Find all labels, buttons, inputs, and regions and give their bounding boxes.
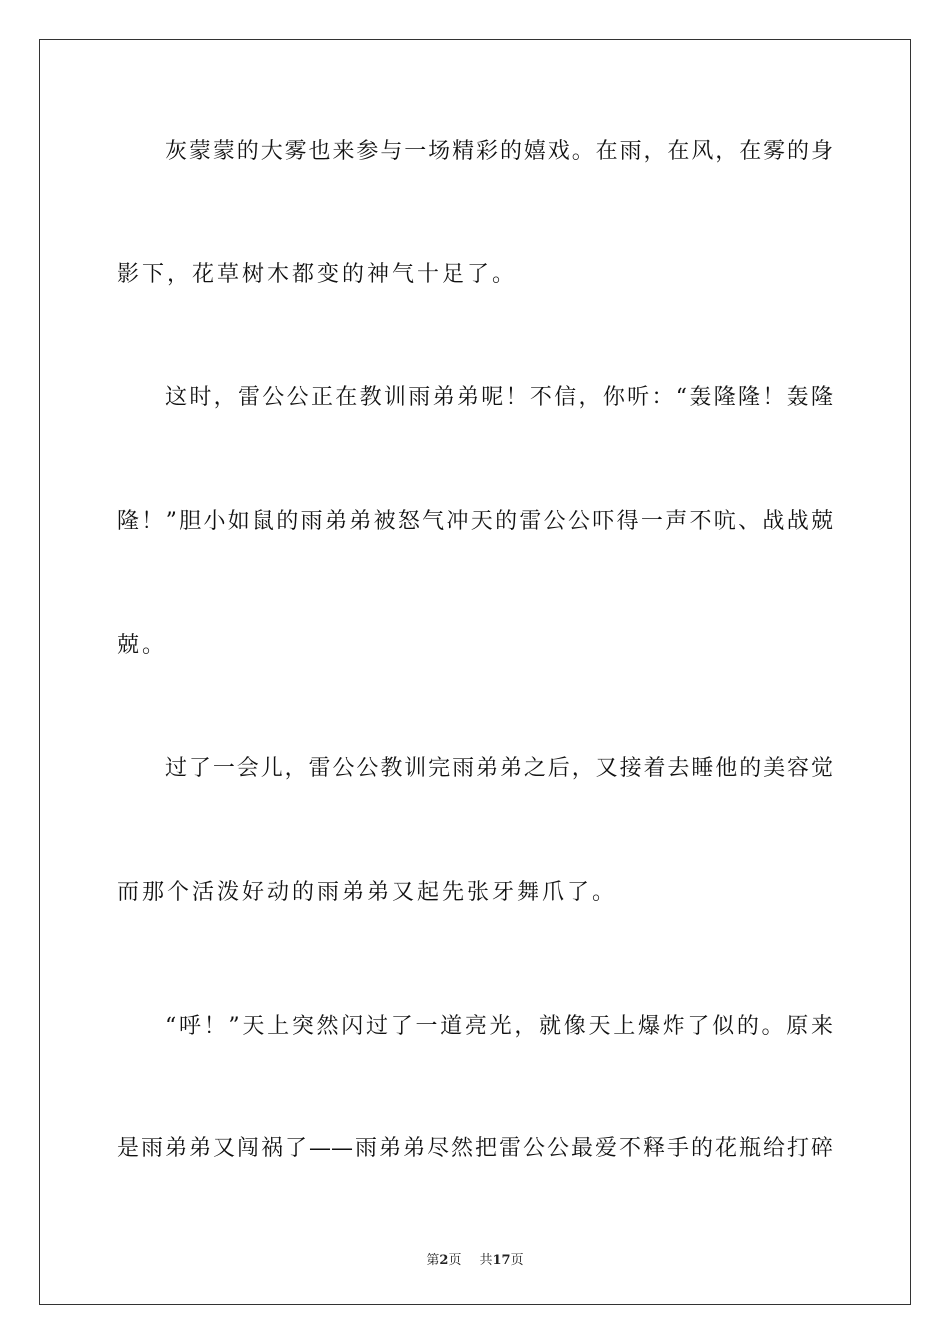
paragraph-line: 而那个活泼好动的雨弟弟又起先张牙舞爪了。 (117, 880, 618, 905)
paragraph-line: 过了一会儿，雷公公教训完雨弟弟之后，又接着去睡他的美容觉 (165, 756, 833, 781)
paragraph-line: 隆！”胆小如鼠的雨弟弟被怒气冲天的雷公公吓得一声不吭、战战兢 (117, 509, 833, 534)
total-pages: 17 (492, 1253, 511, 1268)
page-footer (0, 1249, 950, 1268)
paragraph-line: 是雨弟弟又闯祸了——雨弟弟尽然把雷公公最爱不释手的花瓶给打碎 (117, 1136, 833, 1161)
total-suffix: 页 (510, 1253, 524, 1268)
paragraph-line: 兢。 (117, 633, 168, 658)
paragraph-line: 影下，花草树木都变的神气十足了。 (117, 262, 518, 287)
paragraph-line: 这时，雷公公正在教训雨弟弟呢！不信，你听：“轰隆隆！轰隆 (165, 385, 833, 410)
paragraph-line: 灰蒙蒙的大雾也来参与一场精彩的嬉戏。在雨，在风，在雾的身 (165, 139, 833, 164)
total-prefix: 共 (479, 1253, 493, 1268)
page-suffix: 页 (448, 1253, 462, 1268)
page-border (39, 39, 911, 1305)
paragraph-line: “呼！”天上突然闪过了一道亮光，就像天上爆炸了似的。原来 (165, 1014, 833, 1039)
page-prefix: 第 (426, 1253, 440, 1268)
page-number: 2 (439, 1253, 449, 1268)
